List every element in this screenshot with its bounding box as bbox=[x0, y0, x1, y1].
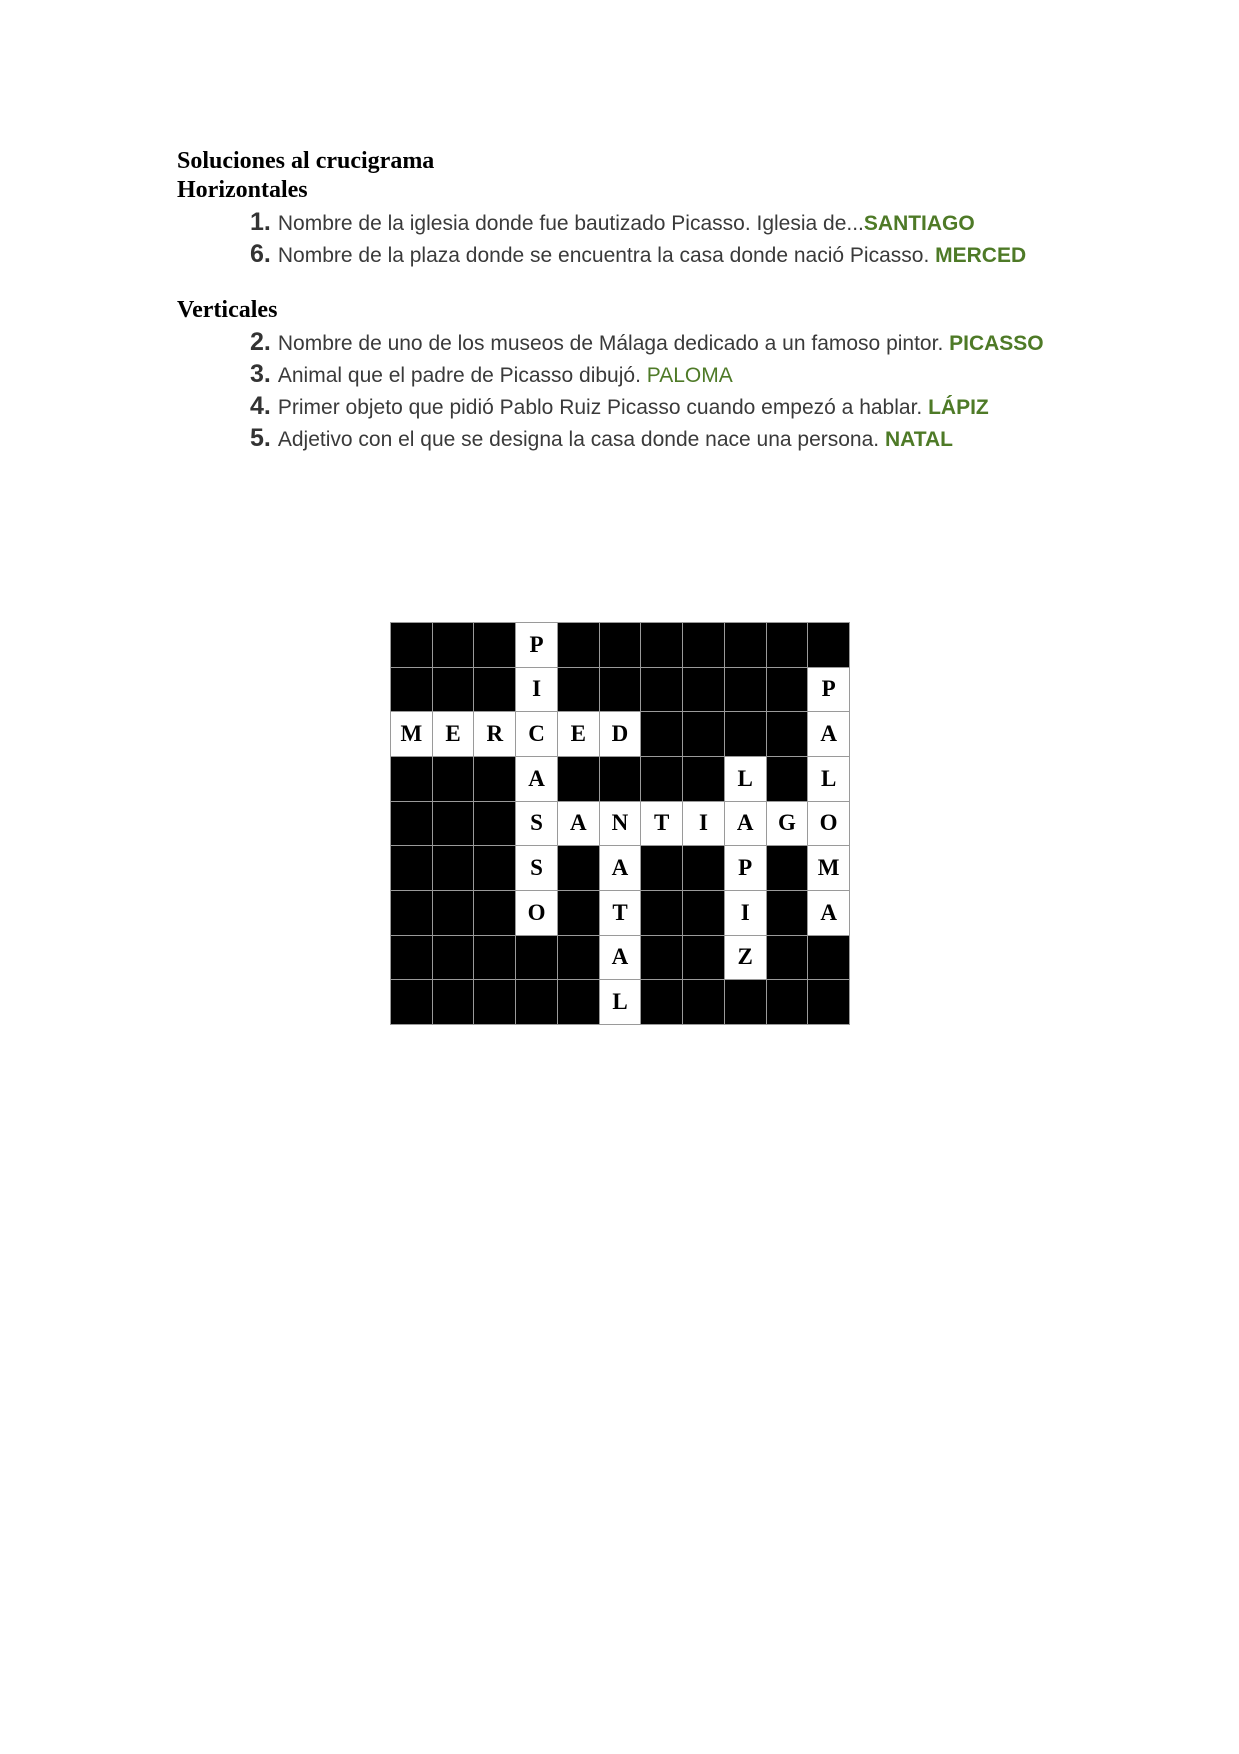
crossword-letter-cell: A bbox=[600, 936, 641, 980]
crossword-block-cell bbox=[683, 846, 724, 890]
clue-item bbox=[250, 206, 1026, 238]
crossword-block-cell bbox=[600, 668, 641, 712]
horizontales-list bbox=[250, 206, 1026, 270]
crossword-letter-cell: A bbox=[600, 846, 641, 890]
crossword-block-cell bbox=[641, 623, 682, 667]
crossword-letter-cell: E bbox=[558, 712, 599, 756]
crossword-letter-cell: A bbox=[808, 891, 849, 935]
crossword-letter-cell: M bbox=[391, 712, 432, 756]
crossword-block-cell bbox=[474, 668, 515, 712]
crossword-letter-cell: L bbox=[725, 757, 766, 801]
crossword-block-cell bbox=[808, 623, 849, 667]
crossword-letter-cell: P bbox=[725, 846, 766, 890]
crossword-block-cell bbox=[391, 846, 432, 890]
crossword-letter-cell: T bbox=[641, 802, 682, 846]
clue-number: 1. bbox=[250, 208, 271, 236]
crossword-block-cell bbox=[558, 623, 599, 667]
clue-number: 4. bbox=[250, 392, 271, 420]
crossword-block-cell bbox=[641, 757, 682, 801]
clue-answer: PICASSO bbox=[949, 332, 1044, 355]
clue-text: Animal que el padre de Picasso dibujó. bbox=[277, 364, 647, 387]
crossword-block-cell bbox=[433, 668, 474, 712]
crossword-letter-cell: A bbox=[808, 712, 849, 756]
clue-number: 5. bbox=[250, 424, 271, 452]
crossword-block-cell bbox=[474, 623, 515, 667]
clue-number: 6. bbox=[250, 240, 271, 268]
clue-text: Nombre de la plaza donde se encuentra la casa donde nació Picasso. bbox=[277, 244, 936, 267]
crossword-block-cell bbox=[391, 891, 432, 935]
crossword-letter-cell: I bbox=[683, 802, 724, 846]
crossword-block-cell bbox=[474, 846, 515, 890]
verticales-heading: Verticales bbox=[177, 297, 278, 323]
crossword-block-cell bbox=[558, 668, 599, 712]
clue-item bbox=[250, 358, 1044, 390]
crossword-block-cell bbox=[474, 757, 515, 801]
crossword-letter-cell: D bbox=[600, 712, 641, 756]
crossword-block-cell bbox=[767, 712, 808, 756]
horizontales-heading: Horizontales bbox=[177, 177, 308, 203]
clue-answer: SANTIAGO bbox=[863, 212, 975, 235]
crossword-block-cell bbox=[433, 936, 474, 980]
crossword-letter-cell: A bbox=[558, 802, 599, 846]
crossword-letter-cell: T bbox=[600, 891, 641, 935]
crossword-letter-cell: M bbox=[808, 846, 849, 890]
crossword-block-cell bbox=[558, 846, 599, 890]
crossword-block-cell bbox=[683, 668, 724, 712]
clue-text: Adjetivo con el que se designa la casa donde nace una persona. bbox=[277, 428, 885, 451]
clue-item bbox=[250, 326, 1044, 358]
crossword-block-cell bbox=[433, 802, 474, 846]
crossword-block-cell bbox=[391, 623, 432, 667]
crossword-block-cell bbox=[516, 980, 557, 1024]
crossword-letter-cell: N bbox=[600, 802, 641, 846]
crossword-block-cell bbox=[391, 757, 432, 801]
crossword-block-cell bbox=[641, 936, 682, 980]
crossword-letter-cell: S bbox=[516, 846, 557, 890]
crossword-block-cell bbox=[433, 757, 474, 801]
crossword-block-cell bbox=[725, 712, 766, 756]
crossword-block-cell bbox=[641, 668, 682, 712]
crossword-block-cell bbox=[725, 668, 766, 712]
crossword-block-cell bbox=[558, 891, 599, 935]
crossword-block-cell bbox=[767, 980, 808, 1024]
crossword-block-cell bbox=[767, 891, 808, 935]
crossword-block-cell bbox=[474, 980, 515, 1024]
crossword-letter-cell: A bbox=[725, 802, 766, 846]
clue-item bbox=[250, 238, 1026, 270]
crossword-block-cell bbox=[641, 891, 682, 935]
crossword-block-cell bbox=[767, 623, 808, 667]
crossword-block-cell bbox=[600, 623, 641, 667]
crossword-letter-cell: O bbox=[516, 891, 557, 935]
crossword-letter-cell: O bbox=[808, 802, 849, 846]
crossword-letter-cell: I bbox=[725, 891, 766, 935]
crossword-letter-cell: A bbox=[516, 757, 557, 801]
crossword-letter-cell: L bbox=[600, 980, 641, 1024]
crossword-block-cell bbox=[641, 846, 682, 890]
clue-text: Primer objeto que pidió Pablo Ruiz Picasso cuando empezó a hablar. bbox=[277, 396, 929, 419]
crossword-block-cell bbox=[641, 712, 682, 756]
crossword-block-cell bbox=[433, 980, 474, 1024]
crossword-block-cell bbox=[391, 802, 432, 846]
crossword-block-cell bbox=[683, 712, 724, 756]
crossword-block-cell bbox=[767, 668, 808, 712]
crossword-block-cell bbox=[433, 891, 474, 935]
clue-answer: MERCED bbox=[935, 244, 1027, 267]
crossword-block-cell bbox=[683, 980, 724, 1024]
crossword-block-cell bbox=[391, 668, 432, 712]
crossword-letter-cell: C bbox=[516, 712, 557, 756]
crossword-grid bbox=[390, 622, 850, 1025]
crossword-block-cell bbox=[808, 980, 849, 1024]
crossword-block-cell bbox=[516, 936, 557, 980]
clue-number: 3. bbox=[250, 360, 271, 388]
crossword-letter-cell: L bbox=[808, 757, 849, 801]
crossword-block-cell bbox=[767, 936, 808, 980]
crossword-block-cell bbox=[433, 846, 474, 890]
crossword-block-cell bbox=[433, 623, 474, 667]
crossword-block-cell bbox=[767, 846, 808, 890]
crossword-letter-cell: I bbox=[516, 668, 557, 712]
page-title: Soluciones al crucigrama bbox=[177, 148, 435, 174]
crossword-letter-cell: E bbox=[433, 712, 474, 756]
clue-item bbox=[250, 390, 1044, 422]
crossword-block-cell bbox=[558, 757, 599, 801]
crossword-letter-cell: G bbox=[767, 802, 808, 846]
crossword-letter-cell: R bbox=[474, 712, 515, 756]
clue-text: Nombre de la iglesia donde fue bautizado Picasso. Iglesia de... bbox=[277, 212, 864, 235]
crossword-block-cell bbox=[391, 980, 432, 1024]
crossword-block-cell bbox=[683, 623, 724, 667]
crossword-block-cell bbox=[683, 757, 724, 801]
crossword-block-cell bbox=[474, 936, 515, 980]
crossword-block-cell bbox=[474, 802, 515, 846]
crossword-block-cell bbox=[558, 936, 599, 980]
crossword-block-cell bbox=[683, 936, 724, 980]
crossword-block-cell bbox=[641, 980, 682, 1024]
crossword-block-cell bbox=[725, 980, 766, 1024]
crossword-block-cell bbox=[600, 757, 641, 801]
clue-answer: PALOMA bbox=[646, 364, 733, 387]
crossword-letter-cell: P bbox=[516, 623, 557, 667]
crossword-block-cell bbox=[391, 936, 432, 980]
crossword-block-cell bbox=[558, 980, 599, 1024]
crossword-block-cell bbox=[808, 936, 849, 980]
crossword-block-cell bbox=[725, 623, 766, 667]
clue-text: Nombre de uno de los museos de Málaga dedicado a un famoso pintor. bbox=[277, 332, 950, 355]
crossword-block-cell bbox=[474, 891, 515, 935]
crossword-letter-cell: Z bbox=[725, 936, 766, 980]
crossword-block-cell bbox=[683, 891, 724, 935]
verticales-list bbox=[250, 326, 1044, 454]
clue-item bbox=[250, 422, 1044, 454]
crossword-block-cell bbox=[767, 757, 808, 801]
crossword-letter-cell: P bbox=[808, 668, 849, 712]
clue-answer: LÁPIZ bbox=[928, 396, 989, 419]
crossword-letter-cell: S bbox=[516, 802, 557, 846]
clue-number: 2. bbox=[250, 328, 271, 356]
clue-answer: NATAL bbox=[884, 428, 954, 451]
